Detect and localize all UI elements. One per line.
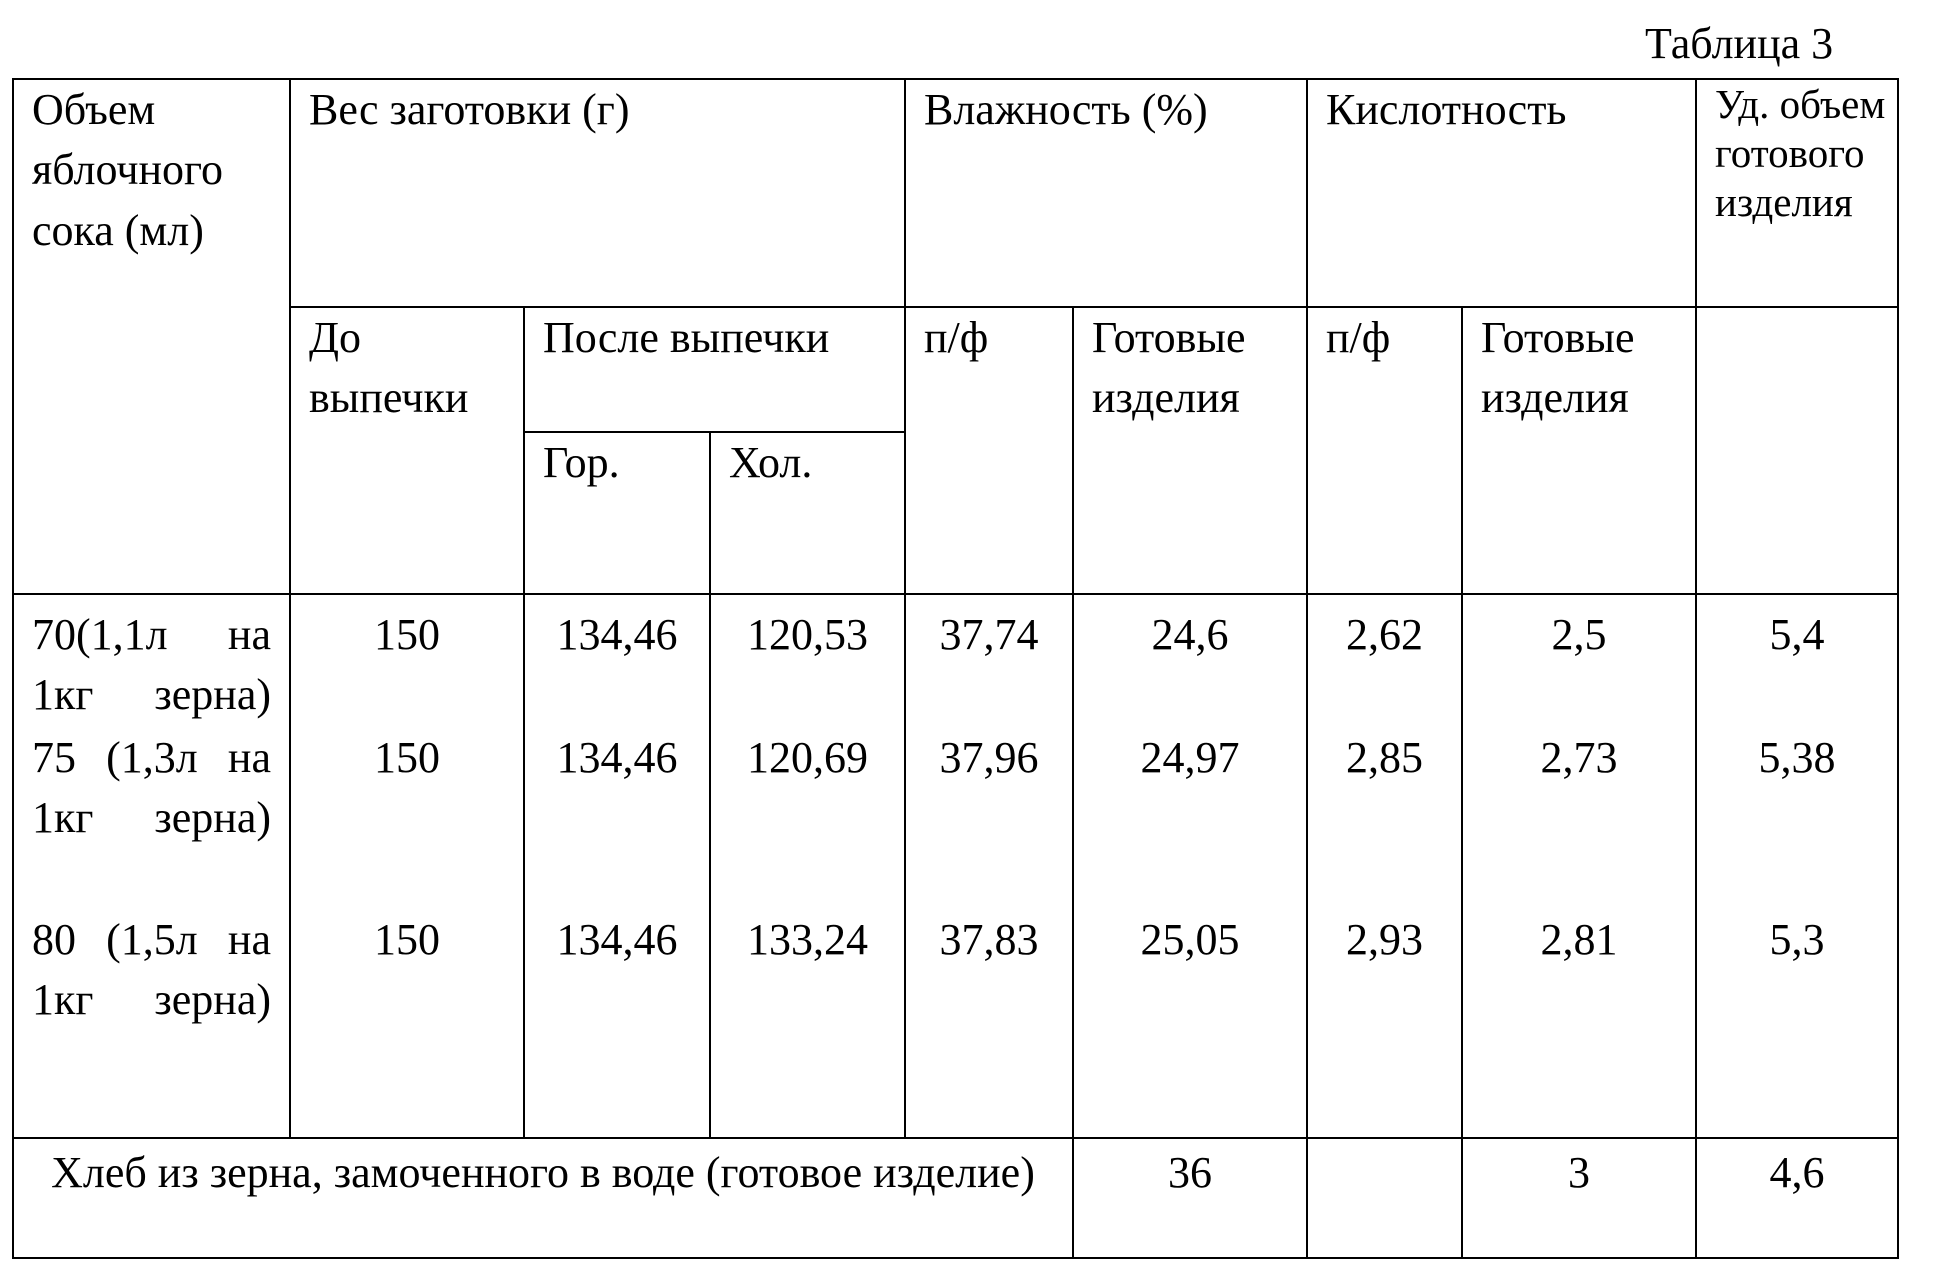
- header-before-baking: До выпечки: [290, 307, 524, 594]
- row-1-hot: 134,46: [556, 610, 678, 659]
- header-hot: Гор.: [524, 432, 710, 594]
- row-3-before: 150: [374, 915, 440, 964]
- row-3-hum-pf: 37,83: [939, 915, 1039, 964]
- data-rows: [13, 594, 1898, 1138]
- row-3-hot: 134,46: [556, 915, 678, 964]
- row-2-acid-pf: 2,85: [1346, 733, 1423, 782]
- row-3-cold: 133,24: [747, 915, 868, 964]
- control-spec-vol: 4,6: [1696, 1138, 1898, 1258]
- cold-column: [710, 594, 905, 1138]
- row-3-hum-fin: 25,05: [1140, 915, 1240, 964]
- control-acid-fin: 3: [1462, 1138, 1696, 1258]
- header-blank-weight: Вес заготовки (г): [290, 79, 905, 307]
- humidity-finished-column: [1073, 594, 1307, 1138]
- row-3-acid-pf: 2,93: [1346, 915, 1423, 964]
- before-baking-column: [290, 594, 524, 1138]
- control-hum-fin: 36: [1073, 1138, 1307, 1258]
- row-2-volume: 75 (1,3л на 1кг зерна): [32, 733, 271, 843]
- header-acidity-finished: Готовые изделия: [1462, 307, 1696, 594]
- row-3-acid-fin: 2,81: [1540, 915, 1618, 964]
- header-specific-volume-empty: [1696, 307, 1898, 594]
- row-2-hot: 134,46: [556, 733, 678, 782]
- header-row-1: [13, 79, 1898, 307]
- row-1-cold: 120,53: [747, 610, 868, 659]
- humidity-pf-column: [905, 594, 1073, 1138]
- row-1-before: 150: [374, 610, 440, 659]
- acidity-pf-column: [1307, 594, 1462, 1138]
- control-acid-pf: [1307, 1138, 1462, 1258]
- row-1-volume: 70(1,1л на 1кг зерна): [32, 610, 271, 720]
- row-2-acid-fin: 2,73: [1540, 733, 1618, 782]
- hot-column: [524, 594, 710, 1138]
- row-2-before: 150: [374, 733, 440, 782]
- row-1-acid-fin: 2,5: [1551, 610, 1607, 659]
- header-cold: Хол.: [710, 432, 905, 594]
- row-1-hum-pf: 37,74: [939, 610, 1039, 659]
- row-2-hum-fin: 24,97: [1140, 733, 1240, 782]
- results-table: [12, 78, 1899, 1259]
- row-1-acid-pf: 2,62: [1346, 610, 1423, 659]
- row-3-volume: 80 (1,5л на 1кг зерна): [32, 915, 271, 1025]
- row-1-spec-vol: 5,4: [1769, 610, 1825, 659]
- table-caption: Таблица 3: [1645, 19, 1834, 68]
- header-acidity: Кислотность: [1307, 79, 1696, 307]
- row-2-cold: 120,69: [747, 733, 868, 782]
- specific-volume-column: [1696, 594, 1898, 1138]
- header-acidity-pf: п/ф: [1307, 307, 1462, 594]
- control-row: [13, 1138, 1898, 1258]
- acidity-finished-column: [1462, 594, 1696, 1138]
- header-after-baking: После выпечки: [524, 307, 905, 432]
- row-1-hum-fin: 24,6: [1151, 610, 1229, 659]
- header-humidity-pf: п/ф: [905, 307, 1073, 594]
- header-juice-volume: Объем яблочного сока (мл): [13, 79, 290, 594]
- row-2-hum-pf: 37,96: [939, 733, 1039, 782]
- row-2-spec-vol: 5,38: [1758, 733, 1836, 782]
- header-humidity-finished: Готовые изделия: [1073, 307, 1307, 594]
- header-row-2: [13, 307, 1898, 432]
- volume-column: [13, 594, 290, 1138]
- header-specific-volume: Уд. объем готового изделия: [1696, 79, 1898, 307]
- header-humidity: Влажность (%): [905, 79, 1307, 307]
- row-3-spec-vol: 5,3: [1769, 915, 1825, 964]
- control-label: Хлеб из зерна, замоченного в воде (готовое изделие): [13, 1138, 1073, 1258]
